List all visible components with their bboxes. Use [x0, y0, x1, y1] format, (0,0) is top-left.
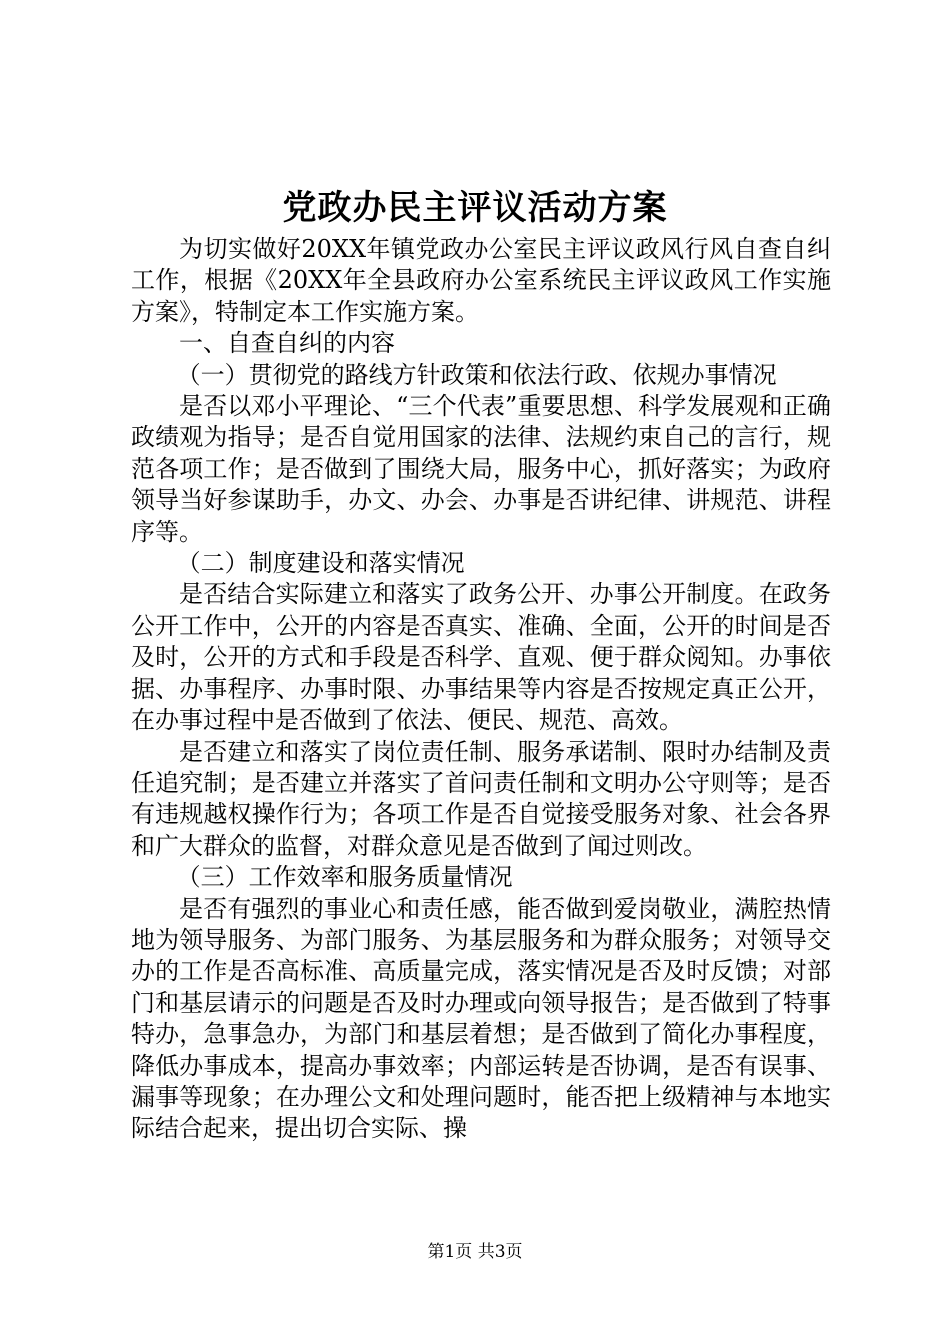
- document-body: [131, 234, 831, 1145]
- paragraph-openness: 是否结合实际建立和落实了政务公开、办事公开制度。在政务公开工作中，公开的内容是否真实、准确、全面，公开的时间是否及时，公开的方式和手段是否科学、直观、便于群众阅知。办事依据、办事程序、办事时限、办事结果等内容是否按规定真正公开，在办事过程中是否做到了依法、便民、规范、高效。: [131, 580, 831, 735]
- subsection-heading-1: （一）贯彻党的路线方针政策和依法行政、依规办事情况: [176, 360, 777, 389]
- section-heading-1: 一、自查自纠的内容: [179, 329, 395, 358]
- paragraph-policy: 是否以邓小平理论、“三个代表”重要思想、科学发展观和正确政绩观为指导；是否自觉用国家的法律、法规约束自己的言行，规范各项工作；是否做到了围绕大局，服务中心，抓好落实；为政府领导当好参谋助手，办文、办会、办事是否讲纪律、讲规范、讲程序等。: [131, 392, 831, 546]
- subsection-heading-2: （二）制度建设和落实情况: [176, 549, 465, 578]
- paragraph-responsibility: 是否建立和落实了岗位责任制、服务承诺制、限时办结制及责任追究制；是否建立并落实了首问责任制和文明办公守则等；是否有违规越权操作行为；各项工作是否自觉接受服务对象、社会各界和广大群众的监督，对群众意见是否做到了闻过则改。: [131, 737, 831, 860]
- subsection-heading-3: （三）工作效率和服务质量情况: [176, 863, 513, 892]
- paragraph-intro: 为切实做好20XX年镇党政办公室民主评议政风行风自查自纠工作，根据《20XX年全县政府办公室系统民主评议政风工作实施方案》，特制定本工作实施方案。: [131, 235, 831, 326]
- page-footer: 第1页 共3页: [427, 1242, 523, 1262]
- paragraph-efficiency: 是否有强烈的事业心和责任感，能否做到爱岗敬业，满腔热情地为领导服务、为部门服务、为基层服务和为群众服务；对领导交办的工作是否高标准、高质量完成，落实情况是否及时反馈；对部门和基层请示的问题是否及时办理或向领导报告；是否做到了特事特办，急事急办，为部门和基层着想；是否做到了简化办事程度，降低办事成本，提高办事效率；内部运转是否协调，是否有误事、漏事等现象；在办理公文和处理问题时，能否把上级精神与本地实际结合起来，提出切合实际、操: [131, 894, 831, 1143]
- document-title: 党政办民主评议活动方案: [282, 188, 668, 228]
